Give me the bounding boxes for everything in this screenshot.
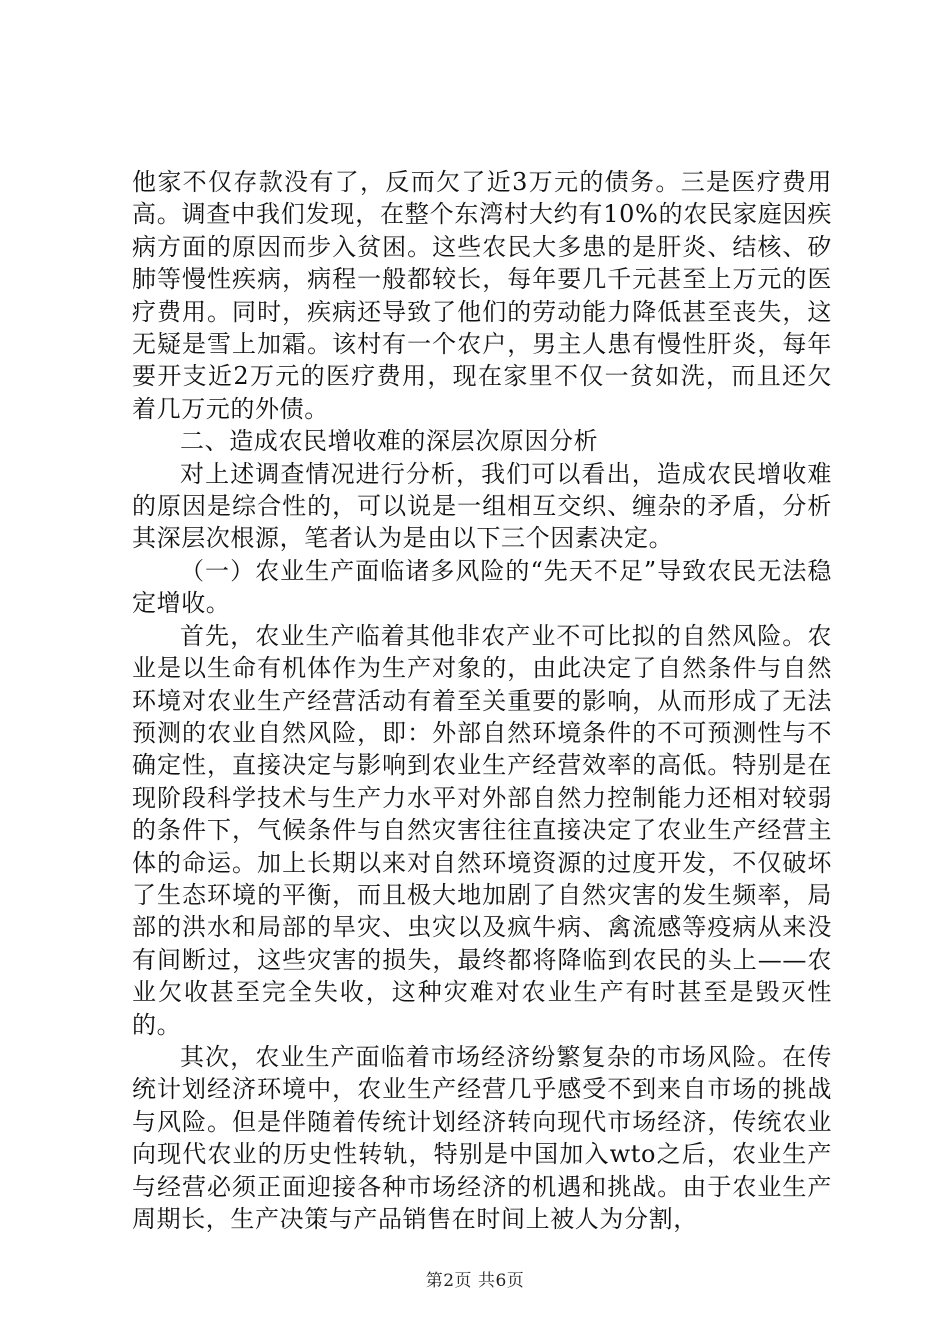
paragraph-market-risk: 其次，农业生产面临着市场经济纷繁复杂的市场风险。在传统计划经济环境中，农业生产经营几乎感受不到来自市场的挑战与风险。但是伴随着传统计划经济转向现代市场经济，传统农业向现代农业的历史性转轨，特别是中国加入wto之后，农业生产与经营必须正面迎接各种市场经济的机遇和挑战。由于农业生产周期长，生产决策与产品销售在时间上被人为分割， <box>132 1042 832 1233</box>
document-body <box>132 166 832 1235</box>
paragraph-medical-costs: 他家不仅存款没有了，反而欠了近3万元的债务。三是医疗费用高。调查中我们发现，在整个东湾村大约有10%的农民家庭因疾病方面的原因而步入贫困。这些农民大多患的是肝炎、结核、矽肺等慢性疾病，病程一般都较长，每年要几千元甚至上万元的医疗费用。同时，疾病还导致了他们的劳动能力降低甚至丧失，这无疑是雪上加霜。该村有一个农户，男主人患有慢性肝炎，每年要开支近2万元的医疗费用，现在家里不仅一贫如洗，而且还欠着几万元的外债。 <box>132 168 832 423</box>
page-footer <box>0 1266 950 1291</box>
paragraph-natural-risk: 首先，农业生产临着其他非农产业不可比拟的自然风险。农业是以生命有机体作为生产对象的，由此决定了自然条件与自然环境对农业生产经营活动有着至关重要的影响，从而形成了无法预测的农业自然风险，即：外部自然环境条件的不可预测性与不确定性，直接决定与影响到农业生产经营效率的高低。特别是在现阶段科学技术与生产力水平对外部自然力控制能力还相对较弱的条件下，气候条件与自然灾害往往直接决定了农业生产经营主体的命运。加上长期以来对自然环境资源的过度开发，不仅破坏了生态环境的平衡，而且极大地加剧了自然灾害的发生频率，局部的洪水和局部的旱灾、虫灾以及疯牛病、禽流感等疫病从来没有间断过，这些灾害的损失，最终都将降临到农民的头上——农业欠收甚至完全失收，这种灾难对农业生产有时甚至是毁灭性的。 <box>132 621 832 1039</box>
page-number-label: 第2页 共6页 <box>425 1271 525 1291</box>
paragraph-analysis-intro: 对上述调查情况进行分析，我们可以看出，造成农民增收难的原因是综合性的，可以说是一组相互交织、缠杂的矛盾，分析其深层次根源，笔者认为是由以下三个因素决定。 <box>132 459 832 553</box>
subsection-heading-agricultural-risk: （一）农业生产面临诸多风险的“先天不足”导致农民无法稳定增收。 <box>132 556 832 618</box>
section-heading-deep-causes: 二、造成农民增收难的深层次原因分析 <box>180 427 599 456</box>
